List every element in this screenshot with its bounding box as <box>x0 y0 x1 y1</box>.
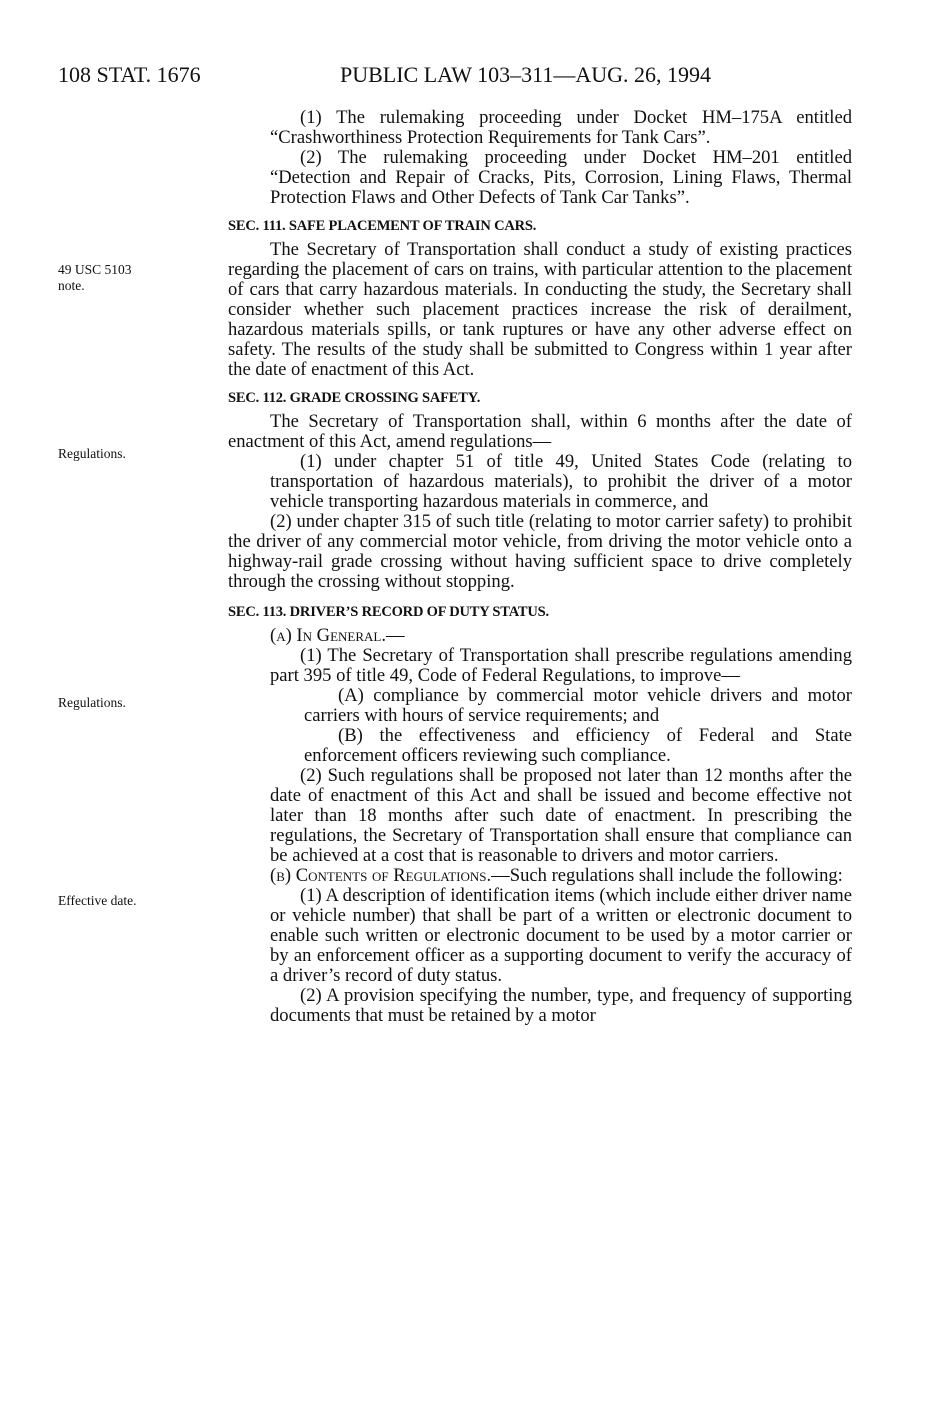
statute-page-number: 108 STAT. 1676 <box>58 62 201 87</box>
margin-note-usc <box>58 262 203 294</box>
paragraph-sec111-body: The Secretary of Transportation shall conduct a study of existing practices regarding the placement of cars on trains, with particular attention to the placement of cars that carry hazardous materials. In conducting the study, the Secretary shall consider whether such placement practices increase the risk of derailment, hazardous materials spills, or tank ruptures or have any other adverse effect on safety. The results of the study shall be submitted to Congress within 1 year after the date of enactment of this Act. <box>228 239 852 380</box>
subsection-a-heading <box>228 626 852 646</box>
paragraph-sec113-a2: (2) Such regulations shall be proposed not later than 12 months after the date of enactment of this Act and shall be issued and become effective not later than 18 months after such date of enactment. In prescribing the regulations, the Secretary of Transportation shall ensure that compliance can be achieved at a cost that is reasonable to drivers and motor carriers. <box>270 765 852 866</box>
section-heading-111: SEC. 111. SAFE PLACEMENT OF TRAIN CARS. <box>228 218 537 234</box>
margin-note-usc-line1: 49 USC 5103 <box>58 262 132 277</box>
paragraph-sec112-intro: The Secretary of Transportation shall, within 6 months after the date of enactment of this Act, amend regulations— <box>228 411 852 452</box>
public-law-citation: PUBLIC LAW 103–311—AUG. 26, 1994 <box>340 62 712 87</box>
margin-note-usc-line2: note. <box>58 278 85 293</box>
margin-note-regulations-2: Regulations. <box>58 695 126 710</box>
paragraph-sec112-item1: (1) under chapter 51 of title 49, United States Code (relating to transportation of hazardous materials), to prohibit the driver of a motor vehicle transporting hazardous materials in commerce, and <box>270 451 852 512</box>
paragraph-docket-hm175a: (1) The rulemaking proceeding under Docket HM–175A entitled “Crashworthiness Protection Requirements for Tank Cars”. <box>270 107 852 148</box>
subsection-b-title: (b) Contents of Regulations.— <box>270 865 510 886</box>
paragraph-docket-hm201: (2) The rulemaking proceeding under Docket HM–201 entitled “Detection and Repair of Cracks, Pits, Corrosion, Lining Flaws, Thermal Protection Flaws and Other Defects of Tank Car Tanks”. <box>270 147 852 208</box>
body-text <box>228 108 852 1026</box>
paragraph-sec113-a1: (1) The Secretary of Transportation shall prescribe regulations amending part 395 of title 49, Code of Federal Regulations, to improve— <box>270 645 852 686</box>
paragraph-sec112-item2: (2) under chapter 315 of such title (relating to motor carrier safety) to prohibit the driver of any commercial motor vehicle, from driving the motor vehicle onto a highway-rail grade crossing without having sufficient space to drive completely through the crossing without stopping. <box>228 511 852 592</box>
section-heading-113: SEC. 113. DRIVER’S RECORD OF DUTY STATUS. <box>228 604 549 620</box>
paragraph-sec113-a1-A: (A) compliance by commercial motor vehicle drivers and motor carriers with hours of service requirements; and <box>304 685 852 726</box>
page-header <box>58 62 852 92</box>
paragraph-sec113-b2: (2) A provision specifying the number, type, and frequency of supporting documents that must be retained by a motor <box>270 985 852 1026</box>
margin-note-regulations-1: Regulations. <box>58 446 126 461</box>
paragraph-sec113-a1-B: (B) the effectiveness and efficiency of Federal and State enforcement officers reviewing such compliance. <box>304 725 852 766</box>
subsection-b-text: Such regulations shall include the following: <box>509 865 843 886</box>
paragraph-sec113-b1: (1) A description of identification items (which include either driver name or vehicle number) that shall be part of a written or electronic document to enable such written or electronic document to be used by a motor carrier or by an enforcement officer as a supporting document to verify the accuracy of a driver’s record of duty status. <box>270 885 852 986</box>
margin-note-effective-date: Effective date. <box>58 893 137 908</box>
section-heading-112: SEC. 112. GRADE CROSSING SAFETY. <box>228 390 481 406</box>
subsection-b <box>228 866 852 886</box>
subsection-a-title: (a) In General.— <box>270 625 405 646</box>
